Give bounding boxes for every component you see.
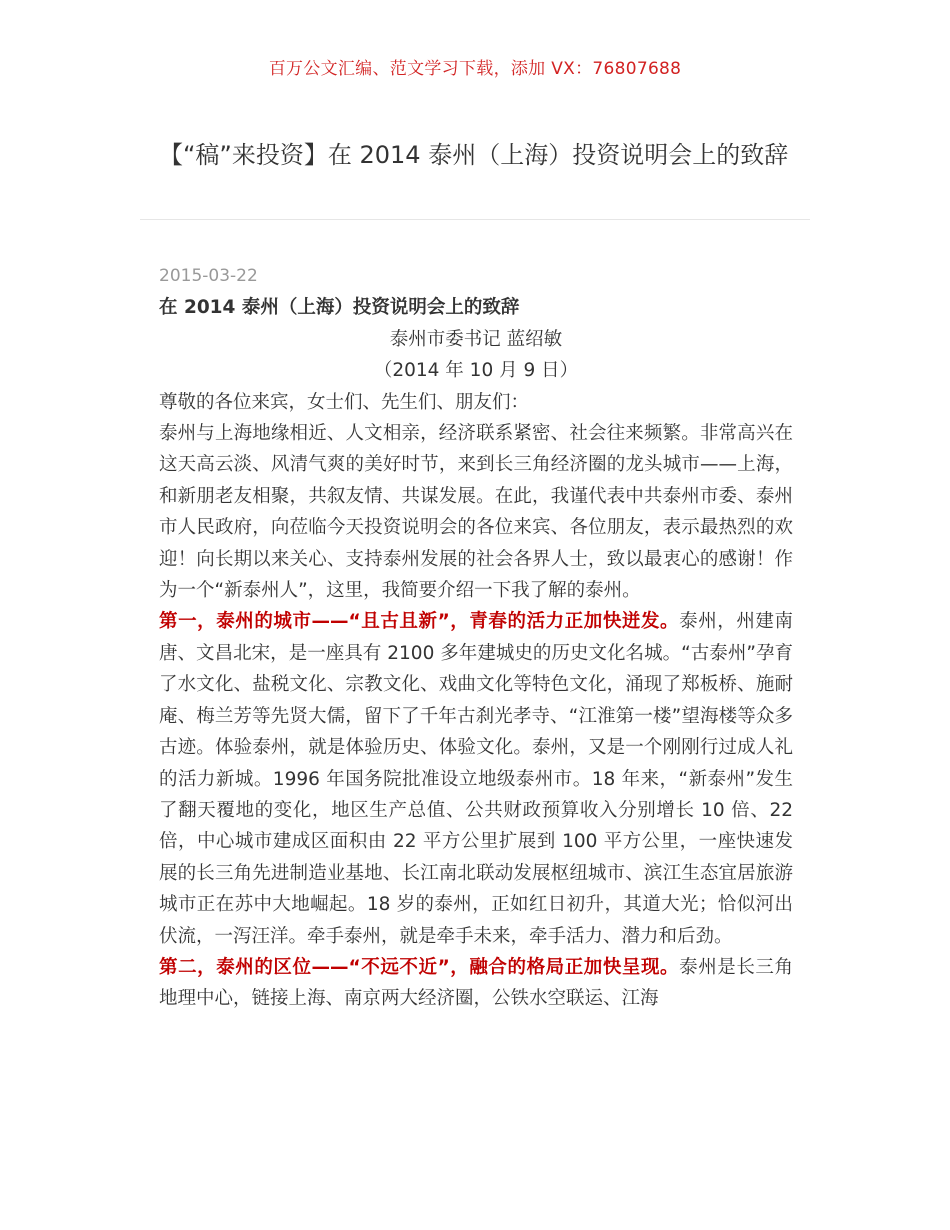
speech-title: 在 2014 泰州（上海）投资说明会上的致辞 [159, 297, 520, 319]
paragraph-city-text: 泰州，州建南唐、文昌北宋，是一座具有 2100 多年建城史的历史文化名城。“古泰州”孕育了水文化、盐税文化、宗教文化、戏曲文化等特色文化，涌现了郑板桥、施耐庵、梅兰芳等先贤大儒，留下了千年古刹光孝寺、“江淮第一楼”望海楼等众多古迹。体验泰州，就是体验历史、体验文化。泰州，又是一个刚刚行过成人礼的活力新城。1996 年国务院批准设立地级泰州市。18 年来，“新泰州”发生了翻天覆地的变化，地区生产总值、公共财政预算收入分别增长 10 倍、22 倍，中心城市建成区面积由 22 平方公里扩展到 100 平方公里，一座快速发展的长三角先进制造业基地、长江南北联动发展枢纽城市、滨江生态宜居旅游城市正在苏中大地崛起。18 岁的泰州，正如红日初升，其道大光；恰似河出伏流，一泻汪洋。牵手泰州，就是牵手未来，牵手活力、潜力和后劲。 [159, 611, 793, 947]
speech-date: （2014 年 10 月 9 日） [373, 360, 579, 382]
title-divider [140, 219, 810, 220]
publish-date: 2015-03-22 [159, 266, 258, 286]
paragraph-city-heading: 第一，泰州的城市——“且古且新”，青春的活力正加快迸发。 [159, 611, 680, 633]
paragraph-city [159, 606, 793, 951]
greeting: 尊敬的各位来宾，女士们、先生们、朋友们： [159, 391, 530, 413]
article-body [159, 261, 793, 1015]
speech-author: 泰州市委书记 蓝绍敏 [389, 328, 563, 350]
paragraph-intro: 泰州与上海地缘相近、人文相亲，经济联系紧密、社会往来频繁。非常高兴在这天高云淡、风清气爽的美好时节，来到长三角经济圈的龙头城市——上海，和新朋老友相聚，共叙友情、共谋发展。在此，我谨代表中共泰州市委、泰州市人民政府，向莅临今天投资说明会的各位来宾、各位朋友，表示最热烈的欢迎！向长期以来关心、支持泰州发展的社会各界人士，致以最衷心的感谢！作为一个“新泰州人”，这里，我简要介绍一下我了解的泰州。 [159, 423, 793, 602]
article-title: 【“稿”来投资】在 2014 泰州（上海）投资说明会上的致辞 [159, 141, 789, 169]
paragraph-location-heading: 第二，泰州的区位——“不远不近”，融合的格局正加快呈现。 [159, 956, 680, 978]
paragraph-location-text: 泰州是长三角地理中心，链接上海、南京两大经济圈，公铁水空联运、江海 [159, 956, 793, 1010]
promo-banner: 百万公文汇编、范文学习下载，添加 VX：76807688 [268, 59, 682, 79]
paragraph-location [159, 952, 793, 1015]
